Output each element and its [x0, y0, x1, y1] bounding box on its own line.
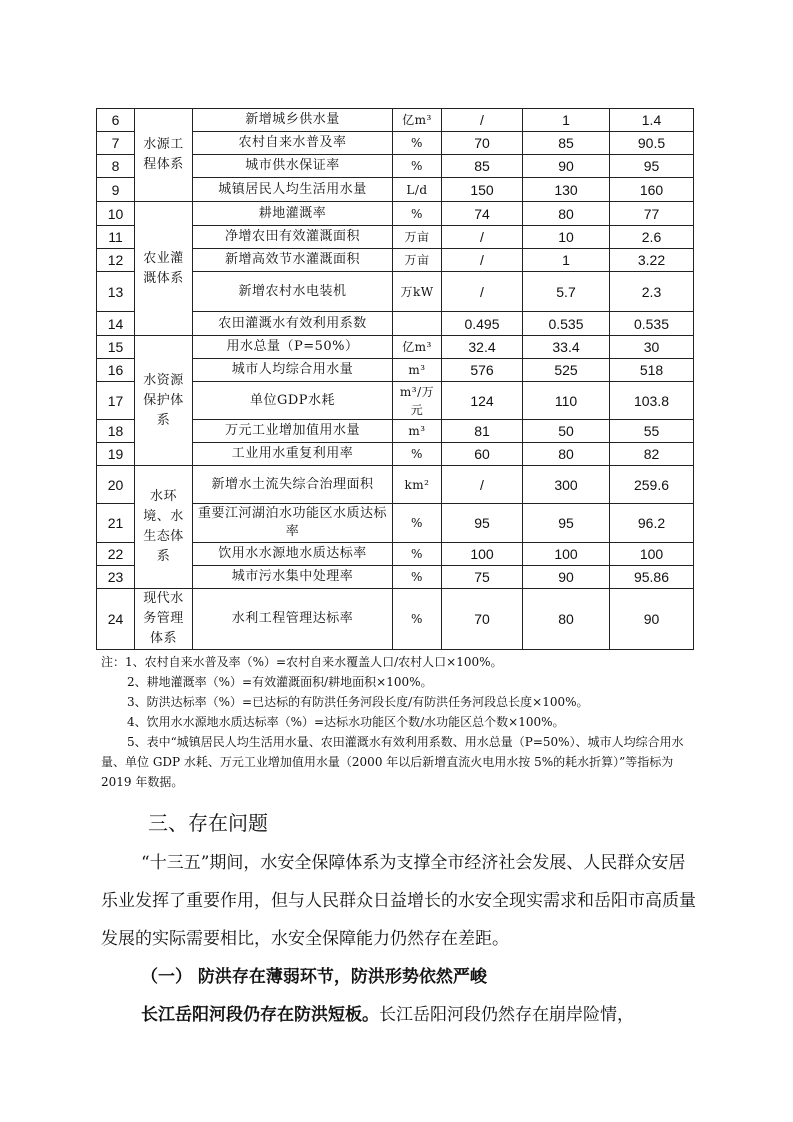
value-actual: 0.535 — [610, 312, 694, 336]
row-number: 6 — [97, 109, 135, 132]
indicator-name: 净增农田有效灌溉面积 — [193, 226, 393, 249]
value-actual: 55 — [610, 420, 694, 443]
unit: 万kW — [393, 272, 442, 312]
value-actual: 518 — [610, 359, 694, 382]
unit — [393, 312, 442, 336]
value-target: 85 — [523, 132, 610, 155]
value-2015: / — [442, 466, 523, 504]
value-target: 0.535 — [523, 312, 610, 336]
document-page — [96, 108, 696, 1034]
indicator-name: 农田灌溉水有效利用系数 — [193, 312, 393, 336]
value-target: 110 — [523, 382, 610, 420]
indicator-name: 城市污水集中处理率 — [193, 566, 393, 589]
value-actual: 3.22 — [610, 249, 694, 272]
table-row — [97, 109, 694, 132]
value-actual: 259.6 — [610, 466, 694, 504]
indicator-table — [96, 108, 694, 650]
note-5: 5、表中“城镇居民人均生活用水量、农田灌溉水有效利用系数、用水总量（P=50%）、城市人均综合用水量、单位 GDP 水耗、万元工业增加值用水量（2000 年以后新增直流火电用水按 5%的耗水折算）”等指标为 2019 年数据。 — [101, 735, 684, 789]
value-actual: 2.3 — [610, 272, 694, 312]
indicator-name: 新增高效节水灌溉面积 — [193, 249, 393, 272]
note-3: 3、防洪达标率（%）=已达标的有防洪任务河段长度/有防洪任务河段总长度×100%。 — [127, 695, 589, 709]
unit: % — [393, 504, 442, 543]
value-actual: 95.86 — [610, 566, 694, 589]
indicator-name: 新增水土流失综合治理面积 — [193, 466, 393, 504]
value-2015: 95 — [442, 504, 523, 543]
row-number: 15 — [97, 336, 135, 359]
unit: m³ — [393, 359, 442, 382]
value-actual: 30 — [610, 336, 694, 359]
indicator-name: 单位GDP水耗 — [193, 382, 393, 420]
value-2015: 0.495 — [442, 312, 523, 336]
value-target: 130 — [523, 178, 610, 202]
unit: % — [393, 543, 442, 566]
unit: km² — [393, 466, 442, 504]
row-number: 23 — [97, 566, 135, 589]
system-group: 农业灌溉体系 — [135, 202, 193, 336]
value-2015: 32.4 — [442, 336, 523, 359]
section-heading: 三、存在问题 — [148, 811, 268, 835]
unit: % — [393, 589, 442, 650]
unit: 亿m³ — [393, 109, 442, 132]
unit: % — [393, 443, 442, 466]
value-target: 80 — [523, 202, 610, 226]
indicator-name: 城市供水保证率 — [193, 155, 393, 178]
table-notes — [96, 652, 696, 792]
indicator-name: 万元工业增加值用水量 — [193, 420, 393, 443]
indicator-name: 耕地灌溉率 — [193, 202, 393, 226]
value-actual: 100 — [610, 543, 694, 566]
value-2015: 74 — [442, 202, 523, 226]
unit: 万亩 — [393, 249, 442, 272]
value-2015: 124 — [442, 382, 523, 420]
row-number: 24 — [97, 589, 135, 650]
system-group: 现代水务管理体系 — [135, 589, 193, 650]
table-row — [97, 466, 694, 504]
row-number: 14 — [97, 312, 135, 336]
value-2015: / — [442, 226, 523, 249]
indicator-name: 饮用水水源地水质达标率 — [193, 543, 393, 566]
value-2015: 150 — [442, 178, 523, 202]
value-2015: 70 — [442, 589, 523, 650]
row-number: 10 — [97, 202, 135, 226]
value-actual: 90 — [610, 589, 694, 650]
value-2015: / — [442, 249, 523, 272]
row-number: 8 — [97, 155, 135, 178]
value-target: 525 — [523, 359, 610, 382]
unit: 万亩 — [393, 226, 442, 249]
row-number: 12 — [97, 249, 135, 272]
row-number: 18 — [97, 420, 135, 443]
value-target: 1 — [523, 249, 610, 272]
value-2015: / — [442, 272, 523, 312]
value-actual: 103.8 — [610, 382, 694, 420]
row-number: 13 — [97, 272, 135, 312]
row-number: 9 — [97, 178, 135, 202]
indicator-name: 新增城乡供水量 — [193, 109, 393, 132]
paragraph-2 — [96, 996, 696, 1034]
system-group: 水源工程体系 — [135, 109, 193, 202]
indicator-name: 水利工程管理达标率 — [193, 589, 393, 650]
value-2015: 60 — [442, 443, 523, 466]
unit: L/d — [393, 178, 442, 202]
value-target: 90 — [523, 566, 610, 589]
unit: % — [393, 132, 442, 155]
row-number: 20 — [97, 466, 135, 504]
value-2015: 81 — [442, 420, 523, 443]
note-4: 4、饮用水水源地水质达标率（%）=达标水功能区个数/水功能区总个数×100%。 — [127, 715, 565, 729]
value-actual: 95 — [610, 155, 694, 178]
unit: % — [393, 566, 442, 589]
table-row — [97, 202, 694, 226]
paragraph-2-text: 长江岳阳河段仍然存在崩岸险情， — [379, 1005, 634, 1025]
note-2: 2、耕地灌溉率（%）=有效灌溉面积/耕地面积×100%。 — [127, 675, 433, 689]
paragraph-2-lead: 长江岳阳河段仍存在防洪短板。 — [141, 1005, 379, 1025]
system-group: 水资源保护体系 — [135, 336, 193, 466]
value-actual: 96.2 — [610, 504, 694, 543]
system-group: 水环境、水生态体系 — [135, 466, 193, 589]
value-2015: 100 — [442, 543, 523, 566]
unit: m³ — [393, 420, 442, 443]
row-number: 21 — [97, 504, 135, 543]
value-target: 80 — [523, 589, 610, 650]
value-2015: 70 — [442, 132, 523, 155]
value-target: 95 — [523, 504, 610, 543]
row-number: 11 — [97, 226, 135, 249]
indicator-name: 城镇居民人均生活用水量 — [193, 178, 393, 202]
table-row — [97, 336, 694, 359]
value-target: 80 — [523, 443, 610, 466]
unit: m³/万元 — [393, 382, 442, 420]
value-target: 5.7 — [523, 272, 610, 312]
unit: 亿m³ — [393, 336, 442, 359]
indicator-name: 用水总量（P=50%） — [193, 336, 393, 359]
value-target: 90 — [523, 155, 610, 178]
table-row — [97, 589, 694, 650]
value-2015: 85 — [442, 155, 523, 178]
value-actual: 90.5 — [610, 132, 694, 155]
row-number: 7 — [97, 132, 135, 155]
row-number: 22 — [97, 543, 135, 566]
value-actual: 77 — [610, 202, 694, 226]
value-target: 100 — [523, 543, 610, 566]
value-actual: 2.6 — [610, 226, 694, 249]
value-actual: 1.4 — [610, 109, 694, 132]
subsection-heading: （一） 防洪存在薄弱环节，防洪形势依然严峻 — [141, 967, 487, 987]
indicator-name: 新增农村水电装机 — [193, 272, 393, 312]
value-2015: / — [442, 109, 523, 132]
indicator-name: 农村自来水普及率 — [193, 132, 393, 155]
row-number: 17 — [97, 382, 135, 420]
row-number: 19 — [97, 443, 135, 466]
value-actual: 82 — [610, 443, 694, 466]
unit: % — [393, 155, 442, 178]
unit: % — [393, 202, 442, 226]
indicator-name: 工业用水重复利用率 — [193, 443, 393, 466]
value-target: 10 — [523, 226, 610, 249]
value-2015: 576 — [442, 359, 523, 382]
indicator-name: 城市人均综合用水量 — [193, 359, 393, 382]
value-2015: 75 — [442, 566, 523, 589]
paragraph-1: “十三五”期间，水安全保障体系为支撑全市经济社会发展、人民群众安居乐业发挥了重要作用，但与人民群众日益增长的水安全现实需求和岳阳市高质量发展的实际需要相比，水安全保障能力仍然存在差距。 — [101, 853, 696, 949]
indicator-name: 重要江河湖泊水功能区水质达标率 — [193, 504, 393, 543]
value-target: 1 — [523, 109, 610, 132]
value-target: 300 — [523, 466, 610, 504]
note-1: 注：1、农村自来水普及率（%）=农村自来水覆盖人口/农村人口×100%。 — [101, 655, 503, 669]
row-number: 16 — [97, 359, 135, 382]
value-actual: 160 — [610, 178, 694, 202]
value-target: 50 — [523, 420, 610, 443]
value-target: 33.4 — [523, 336, 610, 359]
